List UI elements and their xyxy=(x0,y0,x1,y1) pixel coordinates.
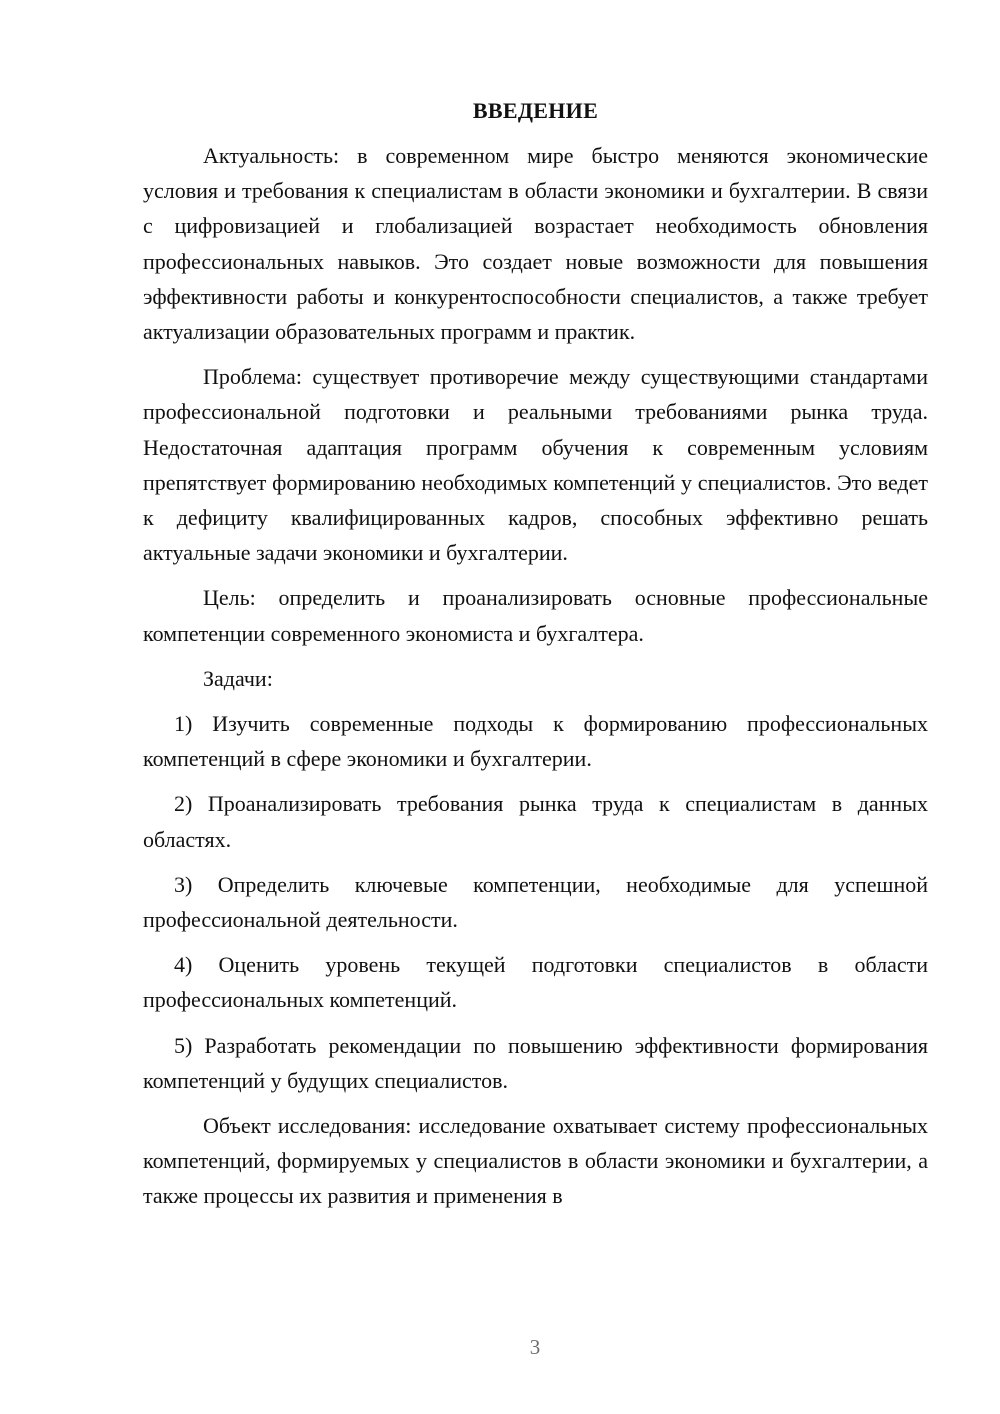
task-item-1: 1) Изучить современные подходы к формированию профессиональных компетенций в сфере экономики и бухгалтерии. xyxy=(143,711,928,772)
section-title: ВВЕДЕНИЕ xyxy=(472,98,599,123)
paragraph-goal: Цель: определить и проанализировать основные профессиональные компетенции современного экономиста и бухгалтера. xyxy=(143,585,928,646)
task-item-3: 3) Определить ключевые компетенции, необходимые для успешной профессиональной деятельности. xyxy=(143,871,928,933)
page-number: 3 xyxy=(529,1335,541,1359)
task-item-4: 4) Оценить уровень текущей подготовки специалистов в области профессиональных компетенций. xyxy=(143,952,928,1013)
paragraph-problem: Проблема: существует противоречие между существующими стандартами профессиональной подготовки и реальными требованиями рынка труда. Недостаточная адаптация программ обучения к современным условиям препятствует формированию необходимых компетенций у специалистов. Это ведет к дефициту квалифицированных кадров, способных эффективно решать актуальные задачи экономики и бухгалтерии. xyxy=(143,364,928,566)
tasks-heading: Задачи: xyxy=(203,665,273,691)
paragraph-object: Объект исследования: исследование охватывает систему профессиональных компетенций, формируемых у специалистов в области экономики и бухгалтерии, а также процессы их развития и применения в xyxy=(143,1113,928,1209)
task-item-5: 5) Разработать рекомендации по повышению эффективности формирования компетенций у будущих специалистов. xyxy=(143,1032,928,1093)
paragraph-relevance: Актуальность: в современном мире быстро меняются экономические условия и требования к специалистам в области экономики и бухгалтерии. В связи с цифровизацией и глобализацией возрастает необходимость обновления профессиональных навыков. Это создает новые возможности для повышения эффективности работы и конкурентоспособности специалистов, а также требует актуализации образовательных программ и практик. xyxy=(143,143,928,345)
task-item-2: 2) Проанализировать требования рынка труда к специалистам в данных областях. xyxy=(143,791,928,852)
page-content xyxy=(143,96,928,1224)
